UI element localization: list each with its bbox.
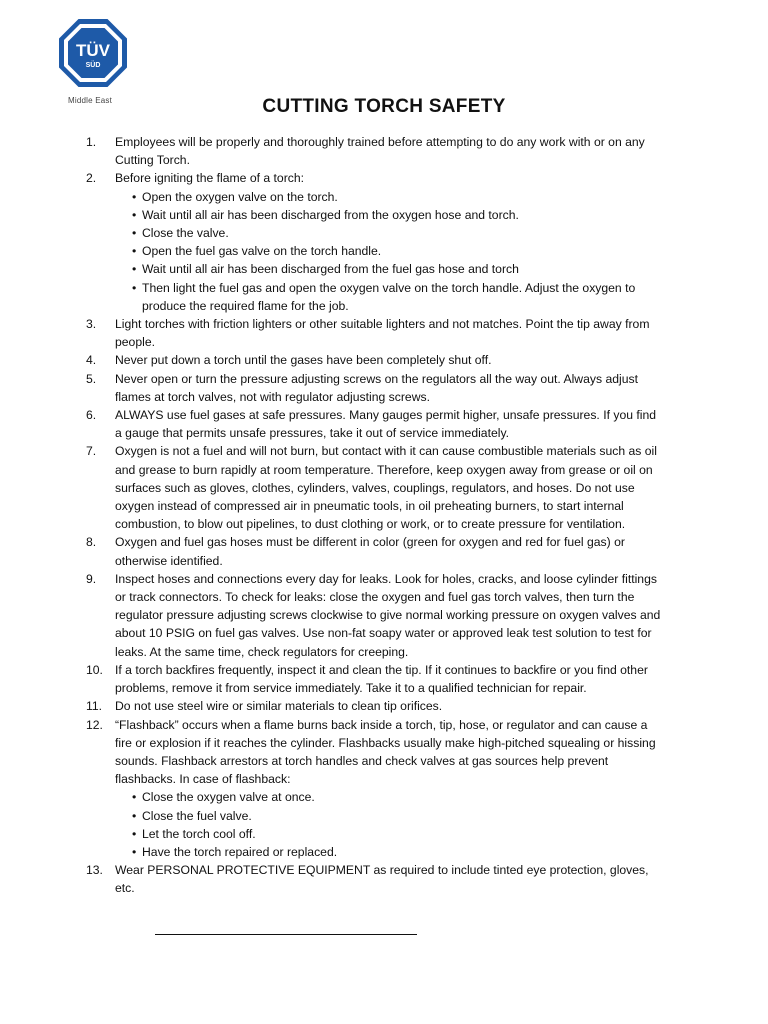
rule-item xyxy=(80,169,665,315)
logo-subtext: SÜD xyxy=(85,62,101,69)
page-title: CUTTING TORCH SAFETY xyxy=(262,96,506,117)
rule-text: Before igniting the flame of a torch: xyxy=(115,171,305,186)
rule-number: 6. xyxy=(86,408,97,423)
rule-item xyxy=(80,697,665,715)
rule-item xyxy=(80,351,665,369)
logo-octagon-icon xyxy=(58,18,128,88)
rule-item xyxy=(80,406,665,442)
rule-item xyxy=(80,370,665,406)
signature-line xyxy=(155,934,417,935)
rule-number: 10. xyxy=(86,662,103,677)
rule-sub-item: • Let the torch cool off. xyxy=(115,825,665,843)
rule-sub-item: • Then light the fuel gas and open the oxygen valve on the torch handle. Adjust the oxygen to produce the required flame for the job. xyxy=(115,279,665,315)
rule-text: Inspect hoses and connections every day for leaks. Look for holes, cracks, and loose cylinder fittings or track connectors. To check for leaks: close the oxygen and fuel gas torch valves, then turn the regulator pressure adjusting screws clockwise to give normal working pressure on oxygen valves and about 10 PSIG on fuel gas valves. Use non-fat soapy water or approved leak test solution to test for leaks. At the same time, check regulators for creeping. xyxy=(115,571,661,659)
rule-sub-item: • Close the valve. xyxy=(115,224,665,242)
rule-number: 3. xyxy=(86,317,97,332)
rule-number: 2. xyxy=(86,171,97,186)
rule-text: Never open or turn the pressure adjusting screws on the regulators all the way out. Always adjust flames at torch valves, not with regulator adjusting screws. xyxy=(115,371,638,404)
rule-text: Light torches with friction lighters or other suitable lighters and not matches. Point the tip away from people. xyxy=(115,317,650,350)
rule-sub-item: • Open the oxygen valve on the torch. xyxy=(115,188,665,206)
rule-text: Oxygen is not a fuel and will not burn, but contact with it can cause combustible materials such as oil and grease to burn rapidly at room temperature. Therefore, keep oxygen away from grease or oil on surfaces such as gloves, clothes, cylinders, valves, couplings, regulators, and hoses. Do not use oxygen instead of compressed air in pneumatic tools, in oil preheating burners, to start internal combustion, to blow out pipelines, to dust clothing or work, or to create pressure for ventilation. xyxy=(115,444,657,532)
rule-number: 9. xyxy=(86,571,97,586)
rule-number: 1. xyxy=(86,135,97,149)
rule-sub-item: • Close the fuel valve. xyxy=(115,807,665,825)
rule-number: 4. xyxy=(86,353,97,368)
rule-number: 7. xyxy=(86,444,97,459)
rule-text: Employees will be properly and thoroughly trained before attempting to do any work with or on any Cutting Torch. xyxy=(115,135,645,168)
rule-text: If a torch backfires frequently, inspect it and clean the tip. If it continues to backfire or you find other problems, remove it from service immediately. Take it to a qualified technician for repair. xyxy=(115,662,648,696)
rule-text: Never put down a torch until the gases have been completely shut off. xyxy=(115,353,492,368)
rule-item xyxy=(80,442,665,533)
logo-caption: Middle East xyxy=(68,96,112,105)
tuv-sud-logo xyxy=(58,18,128,88)
rule-item xyxy=(80,661,665,697)
rule-item xyxy=(80,570,665,661)
rule-sub-item: • Wait until all air has been discharged from the oxygen hose and torch. xyxy=(115,206,665,224)
rule-sub-item: • Close the oxygen valve at once. xyxy=(115,788,665,806)
rule-number: 12. xyxy=(86,717,103,732)
rule-text: ALWAYS use fuel gases at safe pressures. Many gauges permit higher, unsafe pressures. If you find a gauge that permits unsafe pressures, take it out of service immediately. xyxy=(115,408,657,441)
rule-sub-list xyxy=(115,788,665,861)
rule-text: Oxygen and fuel gas hoses must be different in color (green for oxygen and red for fuel gas) or otherwise identified. xyxy=(115,535,625,568)
safety-rules-list xyxy=(80,133,665,898)
rule-text: Wear PERSONAL PROTECTIVE EQUIPMENT as required to include tinted eye protection, gloves, etc. xyxy=(115,863,649,896)
rule-sub-item: • Open the fuel gas valve on the torch handle. xyxy=(115,242,665,260)
rule-sub-list xyxy=(115,188,665,315)
rule-number: 13. xyxy=(86,863,103,878)
rule-item xyxy=(80,716,665,862)
rule-number: 11. xyxy=(86,699,103,714)
rule-number: 5. xyxy=(86,371,97,386)
rule-sub-item: • Wait until all air has been discharged from the fuel gas hose and torch xyxy=(115,260,665,278)
rule-text: “Flashback” occurs when a flame burns back inside a torch, tip, hose, or regulator and can cause a fire or explosion if it reaches the cylinder. Flashbacks usually make high-pitched squealing or hissing sounds. Flashback arrestors at torch handles and check valves at gas sources help prevent flashbacks. In case of flashback: xyxy=(115,717,656,787)
logo-text: TÜV xyxy=(76,41,110,60)
rule-text: Do not use steel wire or similar materials to clean tip orifices. xyxy=(115,699,443,714)
rule-item xyxy=(80,861,665,897)
rule-item xyxy=(80,133,665,169)
rule-item xyxy=(80,315,665,351)
rule-sub-item: • Have the torch repaired or replaced. xyxy=(115,843,665,861)
rule-item xyxy=(80,533,665,569)
rule-number: 8. xyxy=(86,535,97,550)
